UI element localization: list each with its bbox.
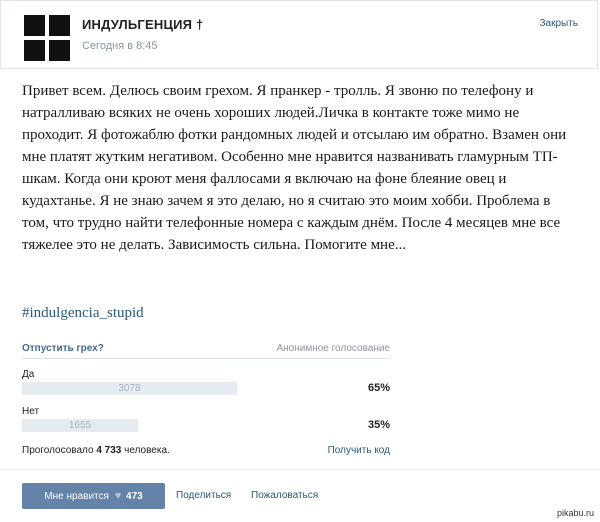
watermark: pikabu.ru: [556, 508, 594, 518]
like-button[interactable]: [22, 483, 165, 509]
actions-divider: [0, 469, 598, 470]
poll-option-label: Нет: [22, 406, 40, 417]
poll-question: Отпустить грех?: [22, 343, 104, 354]
poll-header: [22, 336, 390, 359]
hashtag-link[interactable]: #indulgencia_stupid: [22, 305, 144, 321]
close-button[interactable]: Закрыть: [539, 18, 578, 29]
group-avatar[interactable]: [24, 15, 70, 61]
poll-option[interactable]: [22, 406, 390, 443]
report-link[interactable]: Пожаловаться: [251, 490, 319, 501]
like-label: Мне нравится: [44, 491, 109, 502]
voted-prefix: Проголосовало: [22, 445, 94, 456]
header-divider: [0, 68, 598, 69]
share-link[interactable]: Поделиться: [176, 490, 232, 501]
group-name[interactable]: ИНДУЛЬГЕНЦИЯ †: [82, 17, 204, 32]
get-code-link[interactable]: Получить код: [327, 445, 390, 456]
poll-option[interactable]: [22, 369, 390, 406]
poll: [22, 336, 390, 465]
poll-option-percent: 65%: [367, 382, 390, 394]
poll-footer: [22, 445, 390, 465]
voted-count: 4 733: [96, 445, 122, 456]
poll-anonymous-label: Анонимное голосование: [276, 343, 390, 354]
like-count: 473: [126, 491, 143, 502]
heart-icon: ♥: [114, 490, 122, 502]
poll-voted-summary: [22, 445, 170, 456]
poll-bar-count: 1655: [68, 420, 92, 431]
poll-bar-track: [22, 382, 353, 395]
poll-spacer: [22, 359, 390, 369]
poll-option-label: Да: [22, 369, 35, 380]
cross-icon-bar: [24, 36, 70, 40]
post-header: [0, 0, 598, 68]
poll-bar-count: 3078: [118, 383, 141, 394]
poll-option-percent: 35%: [367, 419, 390, 431]
poll-bar-track: [22, 419, 353, 432]
post-time[interactable]: Сегодня в 8:45: [82, 40, 158, 52]
post-text: Привет всем. Делюсь своим грехом. Я пранкер - тролль. Я звоню по телефону и натралливаю всяких не очень хороших людей.Личка в контакте тоже мимо не проходит. Я фотожаблю фотки рандомных людей и отсылаю им обратно. Взамен они мне платят жутким негативом. Особенно мне нравится названивать гламурным ТП-шкам. Когда они кроют меня фаллосами я включаю на фоне блеяние овец и кудахтанье. Я не знаю зачем я это делаю, но я считаю это моим хобби. Проблема в том, что трудно найти телефонные номера с каждым днём. После 4 месяцев мне все тяжелее это не делать. Зависимость сильна. Помогите мне...: [22, 83, 567, 253]
voted-suffix: человека.: [124, 445, 170, 456]
